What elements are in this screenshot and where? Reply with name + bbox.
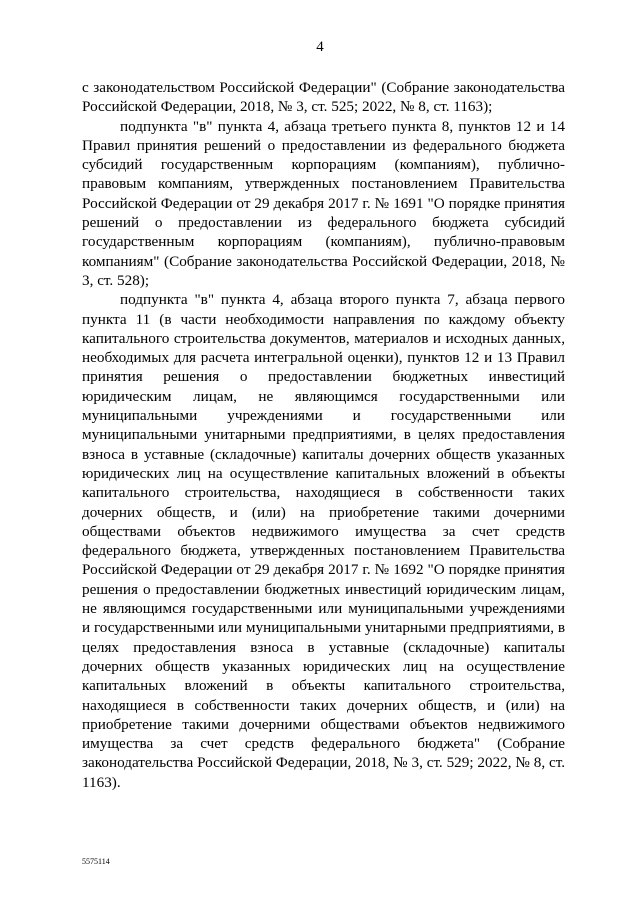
paragraph-continuation: с законодательством Российской Федерации" (Собрание законодательства Российской Федерации, 2018, № 3, ст. 525; 2022, № 8, ст. 1163); [82, 79, 565, 116]
document-body [82, 78, 565, 792]
page-number: 4 [316, 39, 324, 55]
paragraph-item: подпункта "в" пункта 4, абзаца второго пункта 7, абзаца первого пункта 11 (в части необходимости направления по каждому объекту капитального строительства документов, материалов и исходных данных, необходимых для расчета интегральной оценки), пунктов 12 и 13 Правил принятия решения о предоставлении бюджетных инвестиций юридическим лицам, не являющимся государственными или муниципальными учреждениями и государственными или муниципальными унитарными предприятиями, в целях предоставления взноса в уставные (складочные) капиталы дочерних обществ указанных юридических лиц на осуществление капитальных вложений в объекты капитального строительства, находящиеся в собственности таких дочерних обществ, и (или) на приобретение такими дочерними обществами объектов недвижимого имущества за счет средств федерального бюджета, утвержденных постановлением Правительства Российской Федерации от 29 декабря 2017 г. № 1692 "О порядке принятия решения о предоставлении бюджетных инвестиций юридическим лицам, не являющимся государственными или муниципальными учреждениями и государственными или муниципальными унитарными предприятиями, в целях предоставления взноса в уставные (складочные) капиталы дочерних обществ указанных юридических лиц на осуществление капитальных вложений в объекты капитального строительства, находящиеся в собственности таких дочерних обществ, и (или) на приобретение такими дочерними обществами объектов недвижимого имущества за счет средств федерального бюджета" (Собрание законодательства Российской Федерации, 2018, № 3, ст. 529; 2022, № 8, ст. 1163). [82, 291, 565, 791]
document-id: 5575114 [82, 857, 110, 866]
paragraph-item: подпункта "в" пункта 4, абзаца третьего пункта 8, пунктов 12 и 14 Правил принятия решений о предоставлении из федерального бюджета субсидий государственным корпорациям (компаниям), публично-правовым компаниям, утвержденных постановлением Правительства Российской Федерации от 29 декабря 2017 г. № 1691 "О порядке принятия решений о предоставлении из федерального бюджета субсидий государственным корпорациям (компаниям), публично-правовым компаниям" (Собрание законодательства Российской Федерации, 2018, № 3, ст. 528); [82, 117, 565, 289]
